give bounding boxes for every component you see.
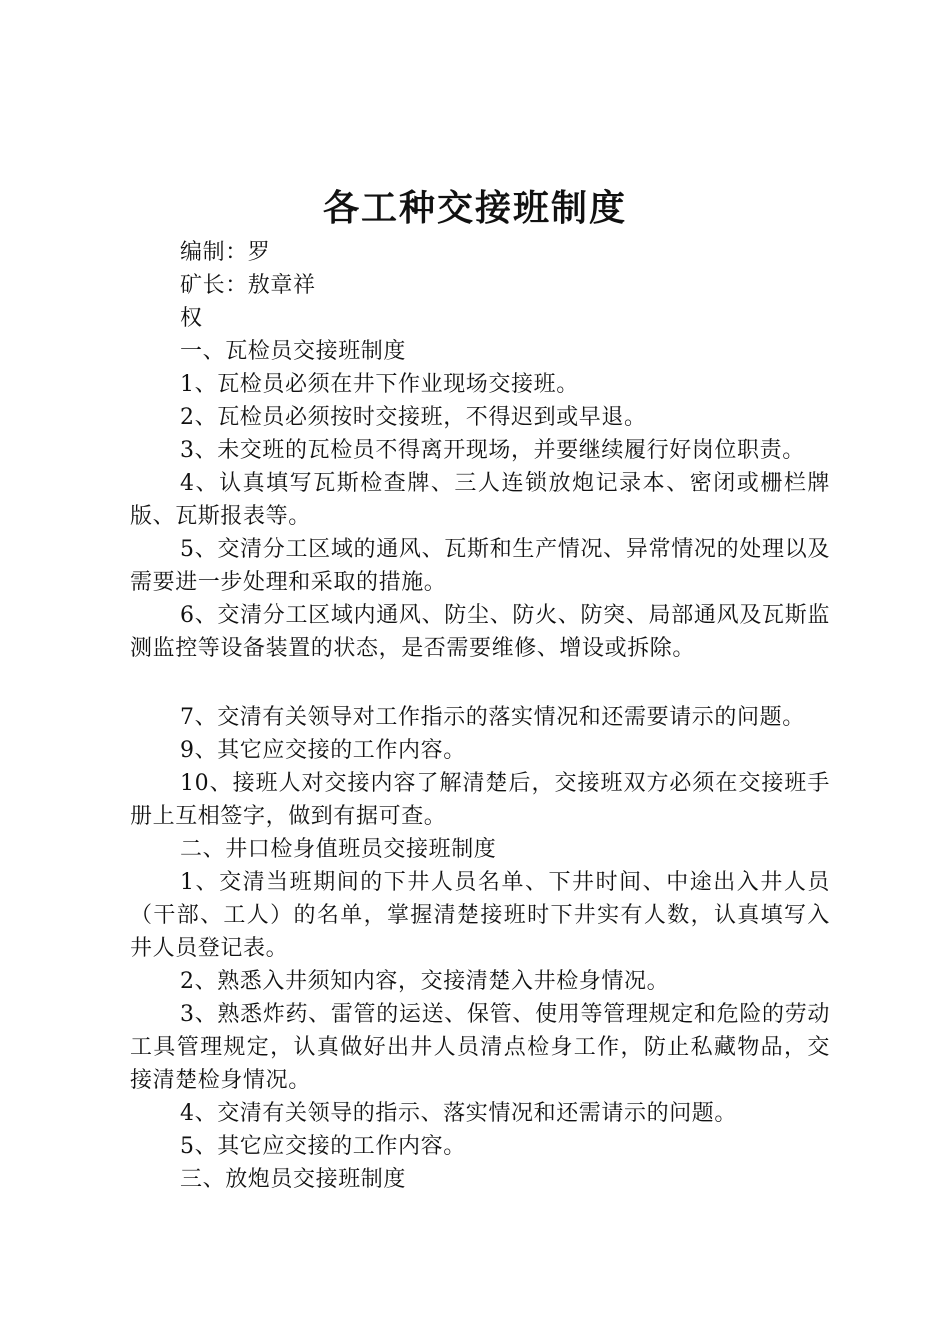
section-heading: 三、放炮员交接班制度 — [180, 1167, 407, 1192]
section-item: 1、交清当班期间的下井人员名单、下井时间、中途出入井人员（干部、工人）的名单，掌握清楚接班时下井实有人数，认真填写入井人员登记表。 — [130, 870, 830, 961]
compiler-line: 编制：罗 — [180, 240, 271, 265]
section-item: 4、交清有关领导的指示、落实情况和还需请示的问题。 — [180, 1101, 737, 1126]
section-heading: 一、瓦检员交接班制度 — [180, 339, 407, 364]
document-title: 各工种交接班制度 — [322, 187, 627, 229]
meta-tail-line: 权 — [180, 306, 203, 331]
section-item: 2、熟悉入井须知内容，交接清楚入井检身情况。 — [180, 969, 670, 994]
mine-manager-line: 矿长：敖章祥 — [180, 273, 316, 298]
section-item: 4、认真填写瓦斯检查牌、三人连锁放炮记录本、密闭或栅栏牌版、瓦斯报表等。 — [130, 471, 830, 529]
section-item: 1、瓦检员必须在井下作业现场交接班。 — [180, 372, 579, 397]
section-item: 3、未交班的瓦检员不得离开现场，并要继续履行好岗位职责。 — [180, 438, 805, 463]
section-item: 10、接班人对交接内容了解清楚后，交接班双方必须在交接班手册上互相签字，做到有据可查。 — [130, 771, 830, 829]
section-item: 9、其它应交接的工作内容。 — [180, 738, 466, 763]
document-body — [130, 236, 830, 1196]
section-item: 3、熟悉炸药、雷管的运送、保管、使用等管理规定和危险的劳动工具管理规定，认真做好出井人员清点检身工作，防止私藏物品，交接清楚检身情况。 — [130, 1002, 830, 1093]
section-item: 7、交清有关领导对工作指示的落实情况和还需要请示的问题。 — [180, 705, 805, 730]
section-item: 5、交清分工区域的通风、瓦斯和生产情况、异常情况的处理以及需要进一步处理和采取的措施。 — [130, 537, 830, 595]
paragraph-spacer — [130, 665, 830, 701]
section-item: 2、瓦检员必须按时交接班，不得迟到或早退。 — [180, 405, 647, 430]
section-heading: 二、井口检身值班员交接班制度 — [180, 837, 497, 862]
section-item: 6、交清分工区域内通风、防尘、防火、防突、局部通风及瓦斯监测监控等设备装置的状态，是否需要维修、增设或拆除。 — [130, 603, 830, 661]
section-item: 5、其它应交接的工作内容。 — [180, 1134, 466, 1159]
